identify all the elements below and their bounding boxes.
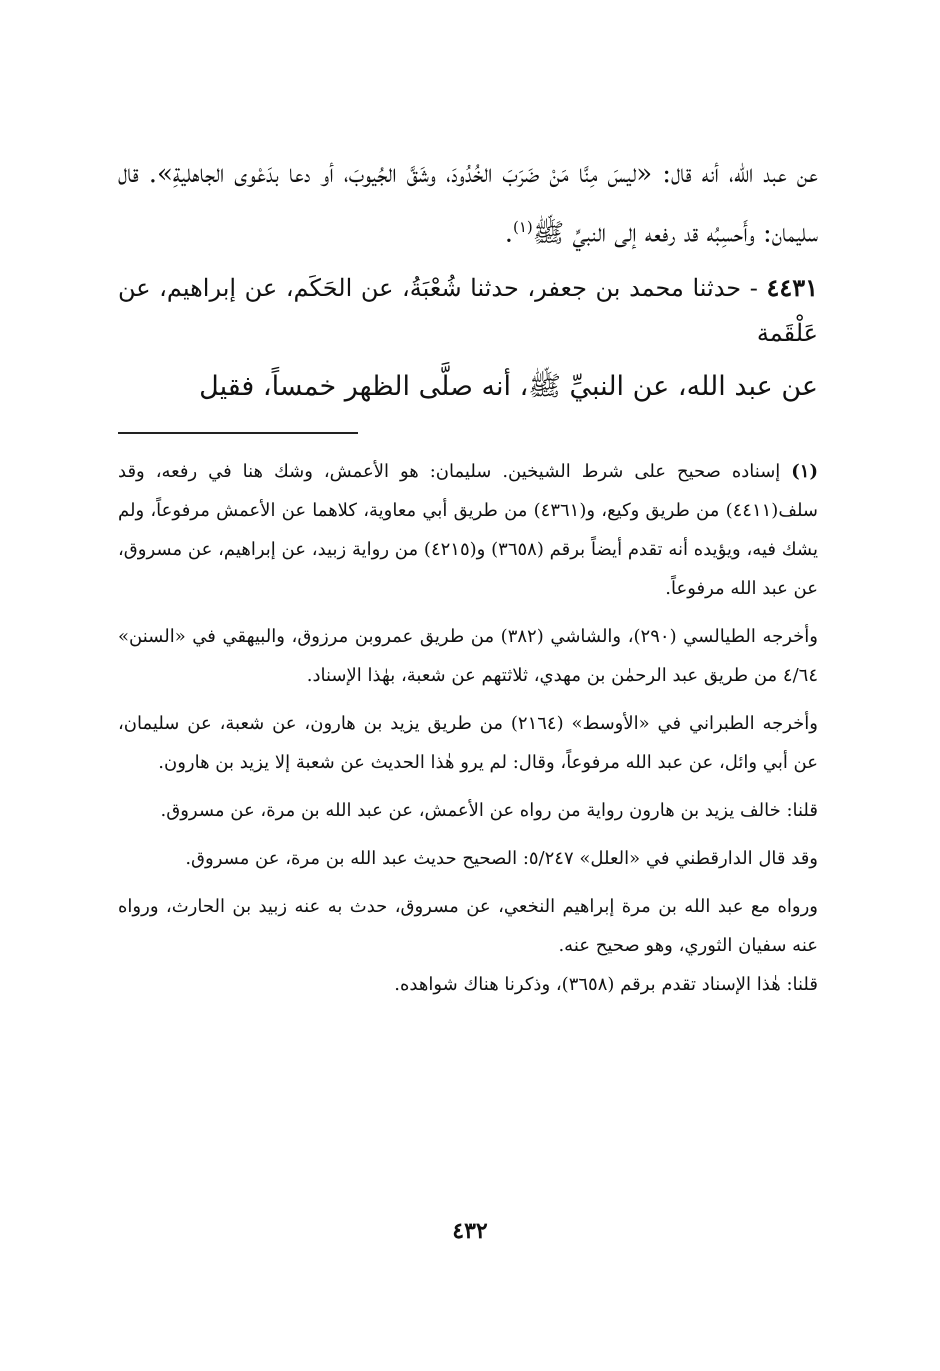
hadith-number: ٤٤٣١ — [766, 272, 818, 302]
footnote-separator — [118, 432, 358, 434]
hadith-4431-text: عن عبد الله، عن النبيِّ ﷺ، أنه صلَّى الظهر خمساً، فقيل — [199, 370, 818, 402]
footnote-paragraph: وأخرجه الطيالسي (٢٩٠)، والشاشي (٣٨٢) من طريق عمروبن مرزوق، والبيهقي في «السنن» ٤/٦٤ من طريق عبد الرحمٰن بن مهدي، ثلاثتهم عن شعبة، بهٰذا الإسناد. — [118, 625, 818, 686]
hadith-4430-text: عن عبد الله، أنه قال: «ليسَ مِنَّا مَنْ ضَرَبَ الخُدُودَ، وشَقَّ الجُيوبَ، أو دعا بدَعْوى الجاهليةِ». قال سليمان: وأَحسِبُه قد رفعه إلى النبيِّ ﷺ$^{(١)}$. — [118, 159, 818, 249]
footnote-1: (١) إسناده صحيح على شرط الشيخين. سليمان: هو الأعمش، وشك هنا في رفعه، وقد سلف(٤٤١١) من طريق وكيع، و(٤٣٦١) من طريق أبي معاوية، كلاهما عن الأعمش مرفوعاً، ولم يشك فيه، ويؤيده أنه تقدم أيضاً برقم (٣٦٥٨) و(٤٢١٥) من رواية زبيد، عن إبراهيم، عن مسروق، عن عبد الله مرفوعاً. — [118, 460, 818, 599]
footnote-paragraph: قلنا: خالف يزيد بن هارون رواية من رواه عن الأعمش، عن عبد الله بن مرة، عن مسروق. — [160, 799, 818, 821]
footnotes — [118, 452, 818, 1004]
footnote-paragraph: ورواه مع عبد الله بن مرة إبراهيم النخعي، عن مسروق، حدث به عنه زبيد بن الحارث، ورواه عنه سفيان الثوري، وهو صحيح عنه. — [118, 895, 818, 956]
page-number: ٤٣٢ — [452, 1218, 488, 1244]
footnote-paragraph: قلنا: هٰذا الإسناد تقدم برقم (٣٦٥٨)، وذكرنا هناك شواهده. — [394, 973, 818, 995]
footnote-1-mark: (١) — [791, 460, 818, 482]
footnote-paragraph: وقد قال الدارقطني في «العلل» ٥/٢٤٧: الصحيح حديث عبد الله بن مرة، عن مسروق. — [185, 847, 818, 869]
footnote-ref-1: (١) — [513, 218, 533, 236]
footnote-paragraph: وأخرجه الطبراني في «الأوسط» (٢١٦٤) من طريق يزيد بن هارون، عن شعبة، عن سليمان، عن أبي وائل، عن عبد الله مرفوعاً، وقال: لم يرو هٰذا الحديث عن شعبة إلا يزيد بن هارون. — [118, 712, 818, 773]
hadith-4431-chain: ٤٤٣١ - حدثنا محمد بن جعفر، حدثنا شُعْبَةُ، عن الحَكَم، عن إبراهيم، عن عَلْقَمة — [118, 272, 818, 347]
main-text — [118, 148, 818, 412]
page-content — [118, 148, 818, 1013]
